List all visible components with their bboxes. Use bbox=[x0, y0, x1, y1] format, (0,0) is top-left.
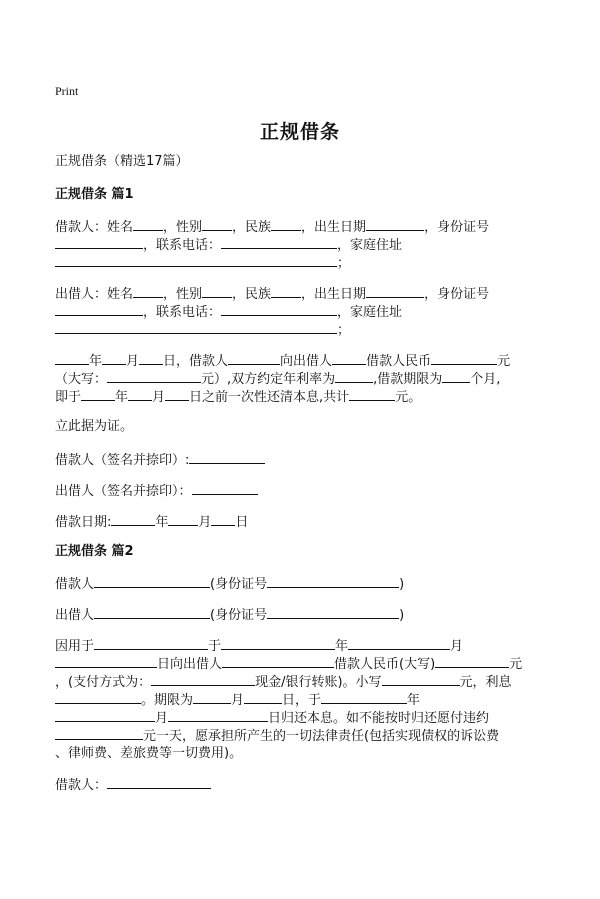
terms-line-6: 元一天，愿承担所产生的一切法律责任(包括实现债权的诉讼费 bbox=[55, 727, 499, 746]
blank-field[interactable] bbox=[382, 673, 460, 686]
signature-field[interactable] bbox=[107, 776, 211, 789]
subtitle: 正规借条（精选17篇） bbox=[55, 154, 189, 169]
blank-field[interactable] bbox=[55, 236, 143, 249]
blank-field[interactable] bbox=[271, 218, 301, 231]
blank-field[interactable] bbox=[128, 388, 152, 401]
blank-field[interactable] bbox=[139, 352, 163, 365]
blank-field[interactable] bbox=[55, 709, 155, 722]
blank-field[interactable] bbox=[267, 575, 399, 588]
blank-field[interactable] bbox=[222, 655, 334, 668]
borrower-line-2: 借款人 (身份证号 ) bbox=[55, 577, 405, 592]
terms-line-5: 月 日归还本息。如不能按时归还愿付违约 bbox=[55, 709, 489, 728]
terms-line-2: 日向出借人 借款人民币(大写) 元 bbox=[55, 655, 522, 674]
blank-field[interactable] bbox=[133, 218, 163, 231]
section-heading-2: 正规借条 篇2 bbox=[55, 544, 134, 559]
blank-field[interactable] bbox=[111, 513, 155, 526]
blank-field[interactable] bbox=[221, 236, 337, 249]
borrower-signature-line: 借款人（签名并捺印）: bbox=[55, 451, 265, 470]
blank-field[interactable] bbox=[81, 388, 115, 401]
blank-field[interactable] bbox=[55, 254, 337, 267]
borrower-signature-line-2: 借款人： bbox=[55, 776, 211, 795]
blank-field[interactable] bbox=[94, 606, 210, 619]
terms-line-4: 。期限为 月 日，于 年 bbox=[55, 691, 420, 710]
blank-field[interactable] bbox=[321, 691, 407, 704]
terms-line-1: 因用于 于 年 月 bbox=[55, 639, 464, 654]
blank-field[interactable] bbox=[55, 655, 157, 668]
page-title: 正规借条 bbox=[259, 121, 340, 143]
blank-field[interactable] bbox=[335, 370, 373, 383]
blank-field[interactable] bbox=[348, 637, 450, 650]
blank-field[interactable] bbox=[267, 606, 399, 619]
lender-signature-line: 出借人（签名并捺印）： bbox=[55, 482, 258, 501]
blank-field[interactable] bbox=[221, 303, 337, 316]
blank-field[interactable] bbox=[165, 388, 189, 401]
blank-field[interactable] bbox=[366, 285, 424, 298]
blank-field[interactable] bbox=[55, 727, 143, 740]
blank-field[interactable] bbox=[168, 709, 268, 722]
loan-terms-line-2: （大写： 元）,双方约定年利率为 ,借款期限为 个月, bbox=[55, 372, 501, 387]
blank-field[interactable] bbox=[107, 370, 201, 383]
signature-field[interactable] bbox=[192, 482, 258, 495]
blank-field[interactable] bbox=[168, 513, 198, 526]
loan-terms-line-3: 即于 年 月 日之前一次性还清本息,共计 元。 bbox=[55, 390, 422, 405]
blank-field[interactable] bbox=[221, 637, 335, 650]
blank-field[interactable] bbox=[211, 513, 235, 526]
blank-field[interactable] bbox=[271, 285, 301, 298]
blank-field[interactable] bbox=[102, 352, 126, 365]
blank-field[interactable] bbox=[349, 388, 395, 401]
lender-info-line-3: ； bbox=[55, 321, 350, 340]
blank-field[interactable] bbox=[228, 352, 280, 365]
blank-field[interactable] bbox=[55, 691, 141, 704]
blank-field[interactable] bbox=[332, 352, 366, 365]
blank-field[interactable] bbox=[55, 321, 337, 334]
lender-line-2: 出借人 (身份证号 ) bbox=[55, 608, 405, 623]
blank-field[interactable] bbox=[244, 691, 282, 704]
blank-field[interactable] bbox=[442, 370, 470, 383]
loan-date-line: 借款日期: 年 月 日 bbox=[55, 515, 249, 530]
blank-field[interactable] bbox=[193, 691, 231, 704]
blank-field[interactable] bbox=[151, 673, 255, 686]
signature-field[interactable] bbox=[189, 451, 265, 464]
blank-field[interactable] bbox=[435, 655, 509, 668]
proof-statement: 立此据为证。 bbox=[55, 419, 134, 434]
loan-terms-line-1: 年 月 日，借款人 向出借人 借款人民币 元 bbox=[55, 352, 510, 371]
blank-field[interactable] bbox=[94, 575, 210, 588]
blank-field[interactable] bbox=[55, 303, 143, 316]
blank-field[interactable] bbox=[202, 218, 232, 231]
blank-field[interactable] bbox=[133, 285, 163, 298]
borrower-info-line-2: ，联系电话： ，家庭住址 bbox=[55, 236, 402, 255]
blank-field[interactable] bbox=[55, 352, 89, 365]
lender-info-line-1: 出借人：姓名 ，性别 ，民族 ，出生日期 ，身份证号 bbox=[55, 287, 490, 302]
terms-line-7: 、律师费、差旅费等一切费用)。 bbox=[55, 746, 243, 761]
borrower-info-line-1: 借款人：姓名 ，性别 ，民族 ，出生日期 ，身份证号 bbox=[55, 220, 490, 235]
lender-info-line-2: ，联系电话： ，家庭住址 bbox=[55, 303, 402, 322]
blank-field[interactable] bbox=[431, 352, 497, 365]
section-heading-1: 正规借条 篇1 bbox=[55, 187, 134, 202]
blank-field[interactable] bbox=[94, 637, 208, 650]
blank-field[interactable] bbox=[366, 218, 424, 231]
borrower-info-line-3: ； bbox=[55, 254, 350, 273]
terms-line-3: ，(支付方式为： 现金/银行转账)。小写 元，利息 bbox=[55, 675, 512, 690]
blank-field[interactable] bbox=[202, 285, 232, 298]
print-label: Print bbox=[55, 84, 79, 98]
